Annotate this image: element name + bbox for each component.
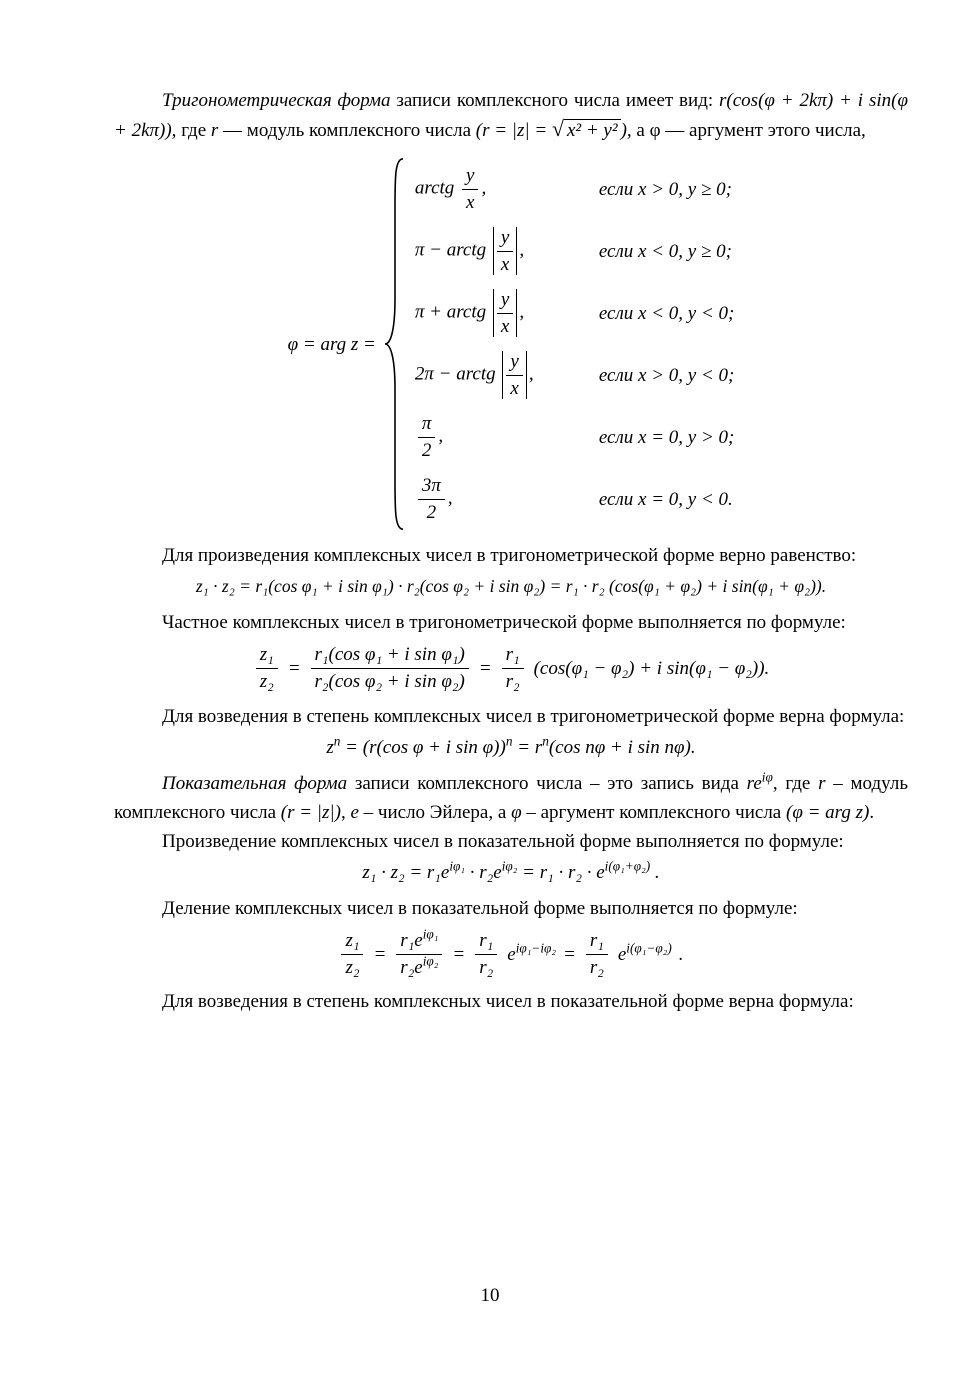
- formula-quotient-tri: [114, 644, 908, 693]
- exponent: i(φ₁−φ₂): [626, 940, 672, 956]
- case-formula: [415, 475, 595, 524]
- case-comma: ,: [481, 177, 487, 199]
- case-condition: если x = 0, y > 0;: [598, 426, 735, 448]
- fraction-denominator: 2: [421, 439, 432, 461]
- fraction-denominator: x: [510, 377, 519, 399]
- exponent: iφ: [761, 769, 773, 785]
- abs-bar: [493, 289, 494, 338]
- fraction: [475, 930, 497, 979]
- case-condition: если x > 0, y ≥ 0;: [598, 178, 732, 200]
- fraction-denominator: 2: [426, 501, 437, 523]
- case-prefix: arctg: [414, 177, 460, 199]
- fraction: [586, 930, 608, 979]
- abs-bar: [493, 227, 494, 276]
- case-row: [415, 468, 735, 530]
- radical-icon: √: [551, 117, 564, 141]
- fraction-denominator: r₂: [505, 670, 520, 692]
- text-run: – модуль комплексного числа: [114, 772, 908, 823]
- formula-division-exp: [114, 926, 908, 979]
- case-row: [415, 406, 735, 468]
- text-run: — модуль комплексного числа: [218, 120, 476, 141]
- formula-tail: (cos(φ₁ − φ₂) + i sin(φ₁ − φ₂)).: [533, 657, 770, 679]
- period: .: [678, 943, 684, 965]
- formula-modulus-post: ),: [620, 120, 632, 141]
- text-run: а φ — аргумент этого числа,: [631, 120, 866, 141]
- formula-segment: = r₁ · r₂ · e: [517, 861, 605, 883]
- case-formula: [415, 289, 595, 338]
- formula-segment: r₂e: [400, 956, 423, 978]
- para-power-exp-intro: Для возведения в степень комплексных чисел в показательной форме верна формула:: [162, 991, 854, 1013]
- case-comma: ,: [438, 425, 444, 447]
- formula-segment: re: [746, 772, 762, 794]
- formula-segment: (φ = arg z): [786, 801, 870, 823]
- fraction: [506, 351, 522, 400]
- fraction-numerator: r₁: [586, 930, 608, 955]
- fraction-numerator: r₁: [475, 930, 497, 955]
- term-exponential-form: Показательная форма: [162, 772, 348, 794]
- cases-list: [415, 155, 735, 533]
- para-exponential-form: [114, 769, 908, 827]
- text-run: – число Эйлера, а: [358, 801, 512, 823]
- fraction: [418, 475, 445, 524]
- case-condition: если x < 0, y ≥ 0;: [598, 240, 732, 262]
- para-trig-form-intro: [114, 86, 908, 145]
- equals-sign: =: [452, 943, 466, 965]
- formula-segment: .: [650, 861, 660, 883]
- case-row: [415, 282, 735, 344]
- euler-base: e: [507, 943, 516, 965]
- fraction-numerator: r₁: [502, 644, 524, 669]
- exponent: iφ₂: [422, 953, 439, 969]
- absolute-value: [493, 289, 517, 338]
- fraction-denominator: x: [466, 191, 475, 213]
- formula-segment: · r₂e: [465, 861, 502, 883]
- fraction-denominator: [396, 955, 442, 979]
- para-quotient-tri-intro: Частное комплексных чисел в тригонометрической форме выполняется по формуле:: [162, 612, 846, 633]
- term-trig-form: Тригонометрическая форма: [162, 90, 391, 111]
- para-product-tri-intro: Для произведения комплексных чисел в тригонометрической форме верно равенство:: [162, 545, 857, 566]
- case-row: [415, 344, 735, 406]
- sqrt-expression: [551, 117, 621, 141]
- var-r: r: [210, 120, 219, 141]
- case-formula: [415, 413, 595, 462]
- case-condition: если x > 0, y < 0;: [598, 364, 735, 386]
- formula-trig-form: r(cos(φ + 2kπ) + i sin(φ + 2kπ)),: [114, 90, 908, 141]
- abs-bar: [526, 351, 527, 400]
- euler-base: e: [617, 943, 627, 965]
- fraction-denominator: z₂: [345, 956, 360, 978]
- para-power-tri-intro: Для возведения в степень комплексных чисел в тригонометрической форме верна формула:: [162, 705, 905, 727]
- formula-segment: r₁e: [400, 929, 423, 951]
- case-row: [415, 220, 735, 282]
- exponent: i(φ₁+φ₂): [604, 858, 651, 874]
- exponent: iφ₂: [501, 858, 518, 874]
- fraction: [462, 165, 478, 214]
- text-run: записи комплексного числа имеет вид:: [390, 90, 720, 111]
- equals-sign: =: [287, 657, 301, 679]
- curly-brace-icon: [381, 155, 407, 533]
- case-comma: ,: [519, 301, 525, 323]
- fraction: [497, 289, 513, 338]
- fraction-numerator: [396, 926, 442, 955]
- fraction: [256, 644, 278, 693]
- fraction: [418, 413, 436, 462]
- fraction: [497, 227, 513, 276]
- fraction-denominator: x: [500, 315, 510, 337]
- formula-segment: z: [326, 736, 334, 758]
- case-comma: ,: [519, 239, 525, 261]
- fraction-numerator: y: [497, 289, 513, 314]
- formula-segment: [507, 940, 556, 969]
- formula-segment: = (r(cos φ + i sin φ)): [340, 736, 506, 758]
- formula-product-exp: [114, 858, 908, 887]
- var-e: e: [350, 801, 359, 823]
- sqrt-radicand: x² + y²: [564, 119, 621, 141]
- arg-lhs: φ = arg z =: [287, 333, 376, 355]
- exponent: iφ₁−iφ₂: [515, 940, 557, 956]
- text-run: ,: [340, 801, 351, 823]
- fraction-denominator: x: [500, 253, 510, 275]
- absolute-value: [502, 351, 526, 400]
- fraction-denominator: r₂: [589, 956, 604, 978]
- fraction-numerator: y: [506, 351, 522, 376]
- fraction: [311, 644, 469, 693]
- case-comma: ,: [528, 363, 534, 385]
- para-division-exp-intro: Деление комплексных чисел в показательной форме выполняется по формуле:: [162, 897, 798, 919]
- case-condition: если x < 0, y < 0;: [598, 302, 735, 324]
- equals-sign: =: [373, 943, 387, 965]
- abs-bar: [502, 351, 503, 400]
- equals-sign: =: [563, 943, 576, 965]
- fraction-numerator: r₁(cos φ₁ + i sin φ₁): [311, 644, 469, 669]
- fraction-numerator: y: [462, 165, 478, 190]
- exponent: n: [505, 733, 513, 749]
- text-run: записи комплексного числа – это запись вида: [347, 772, 747, 794]
- case-row: [415, 158, 735, 220]
- text-run: , где: [772, 772, 819, 794]
- formula-segment: = r: [512, 736, 543, 758]
- case-formula: [415, 165, 595, 214]
- formula-segment: z₁ · z₂ = r₁e: [362, 861, 450, 883]
- exponent: iφ₁: [449, 858, 466, 874]
- case-formula: [415, 227, 595, 276]
- exponent: iφ₁: [422, 926, 439, 942]
- case-prefix: π + arctg: [414, 301, 491, 323]
- fraction: [341, 930, 363, 979]
- text-run: – аргумент комплексного числа: [521, 801, 786, 823]
- fraction: [396, 926, 442, 979]
- fraction-numerator: π: [418, 413, 436, 438]
- var-r: r: [818, 772, 826, 794]
- absolute-value: [493, 227, 517, 276]
- formula-segment: [618, 940, 672, 969]
- fraction-numerator: z₁: [256, 644, 278, 669]
- formula-power-tri: [114, 733, 908, 762]
- var-phi: φ: [511, 801, 522, 823]
- formula-segment: (cos nφ + i sin nφ).: [548, 736, 696, 758]
- case-prefix: π − arctg: [414, 239, 491, 261]
- page-number: 10: [480, 1285, 500, 1306]
- text-run: где: [176, 120, 211, 141]
- formula-arg-piecewise: [114, 155, 908, 533]
- case-formula: [415, 351, 595, 400]
- fraction-numerator: 3π: [418, 475, 445, 500]
- exponent: n: [542, 733, 549, 749]
- fraction-denominator: r₂: [479, 956, 494, 978]
- para-product-exp-intro: Произведение комплексных чисел в показательной форме выполняется по формуле:: [162, 830, 844, 852]
- abs-bar: [516, 289, 517, 338]
- equals-sign: =: [478, 657, 492, 679]
- exponent: n: [333, 733, 341, 749]
- fraction-numerator: z₁: [341, 930, 363, 955]
- fraction: [502, 644, 524, 693]
- formula-modulus-pre: (r = |z| =: [475, 120, 552, 141]
- fraction-numerator: y: [497, 227, 513, 252]
- text-run: .: [869, 801, 875, 823]
- formula-product-tri: z₁ · z₂ = r₁(cos φ₁ + i sin φ₁) · r₂(cos φ₂ + i sin φ₂) = r₁ · r₂ (cos(φ₁ + φ₂) + i sin(φ₁ + φ₂)).: [195, 576, 827, 596]
- case-comma: ,: [447, 487, 453, 509]
- case-condition: если x = 0, y < 0.: [598, 488, 733, 510]
- case-prefix: 2π − arctg: [414, 363, 501, 385]
- fraction-denominator: r₂(cos φ₂ + i sin φ₂): [314, 670, 465, 692]
- fraction-denominator: z₂: [259, 670, 274, 692]
- formula-segment: (r = |z|): [280, 801, 341, 823]
- abs-bar: [516, 227, 517, 276]
